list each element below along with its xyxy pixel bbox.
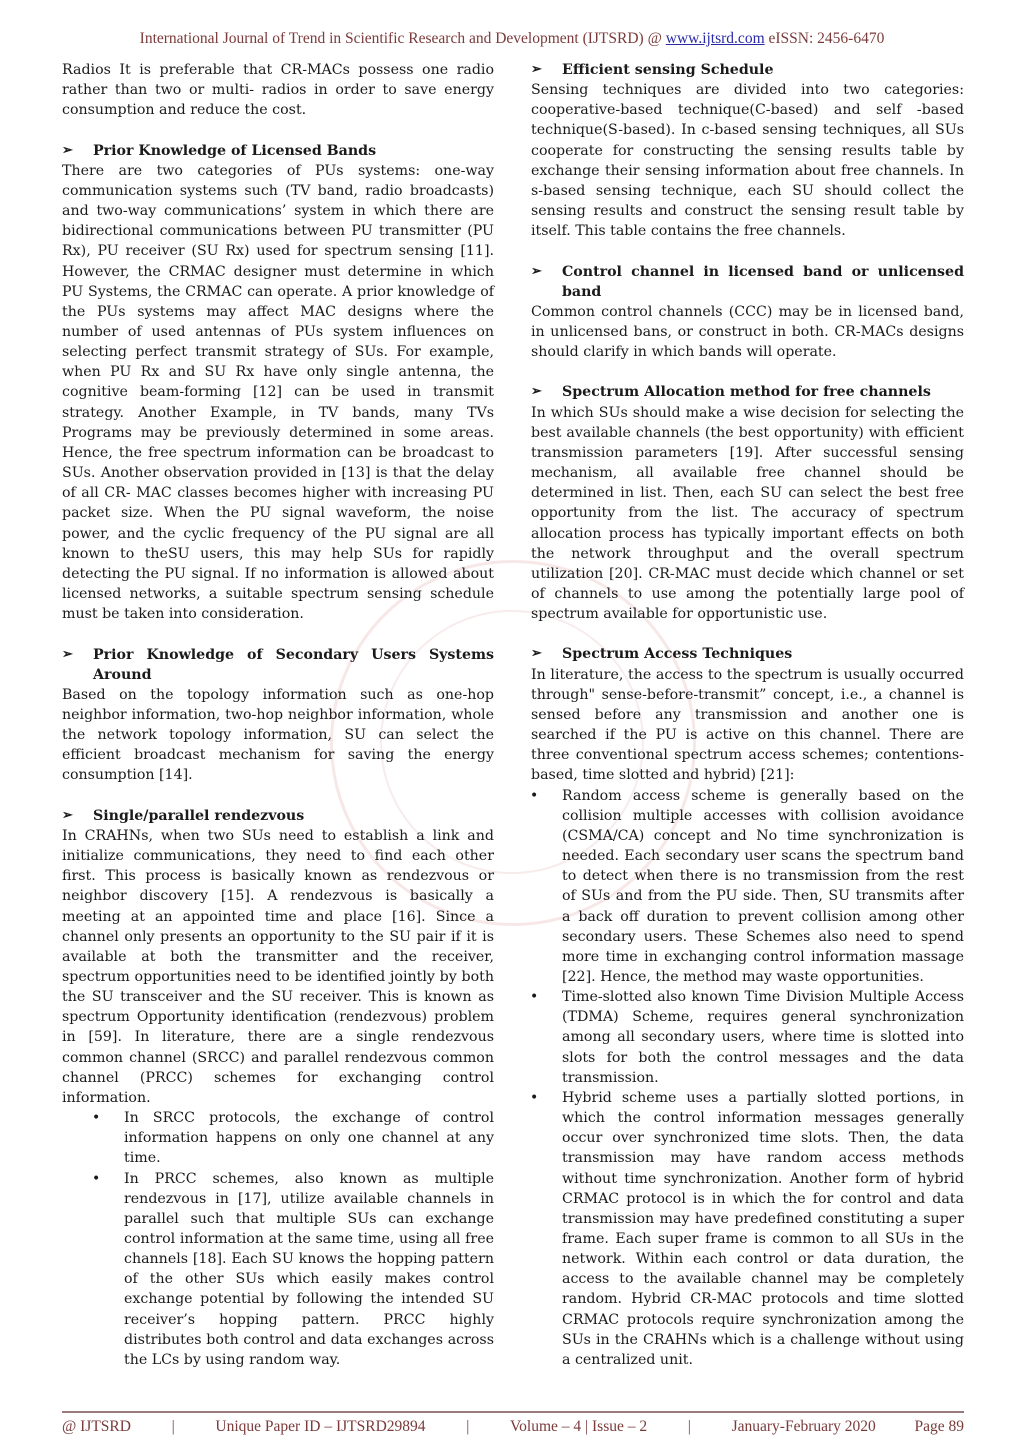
footer-rule [62,1411,964,1413]
section-title: Single/parallel rendezvous [93,807,305,824]
footer-paper-id: Unique Paper ID – IJTSRD29894 [215,1418,426,1435]
section-title: Control channel in licensed band or unlicensed band [562,263,964,300]
header-issn: eISSN: 2456-6470 [768,30,885,47]
bullet-dot-icon: • [530,989,539,1006]
paragraph-licensed-bands: There are two categories of PUs systems: one-way communication systems such (TV band, radio broadcasts) and two-way communications’ system in which there are bidirectional communications between PU transmitter (PU Rx), PU receiver (SU Rx) used for spectrum sensing [11]. However, the CRMAC designer must determine in which PU Systems, the CRMAC can operate. A prior knowledge of the PUs systems may affect MAC designs where the number of used antennas of PUs system influences on selecting perfect transmit strategy of SUs. For example, when PU Rx and SU Rx have only single antenna, the cognitive beam-forming [12] can be used in transmit strategy. Another Example, in TV bands, many TVs Programs may be previously determined in some areas. Hence, the free spectrum information can be broadcast to SUs. Another observation provided in [13] is that the delay of all CR- MAC classes becomes higher with increasing PU packet size. When the PU signal waveform, the noise power, and the cyclic frequency of the PU signal are all known to theSU users, this may help SUs for rapidly detecting the PU signal. If no information is allowed about licensed networks, a suitable spectrum sensing schedule must be taken into consideration. [62,162,494,623]
paragraph-sensing-schedule: Sensing techniques are divided into two categories: cooperative-based technique(C-based) and self -based technique(S-based). In c-based sensing techniques, all SUs cooperate for constructing the sensing results table by exchange their sensing information about free channels. In s-based sensing technique, each SU should collect the sensing results and construct the sensing result table by itself. This table contains the free channels. [531,82,964,240]
footer-separator: | [466,1418,470,1435]
footer-journal: @ IJTSRD [62,1418,131,1435]
paragraph-control-channel: Common control channels (CCC) may be in licensed band, in unlicensed bans, or construct in both. CR-MACs designs should clarify in which bands will operate. [531,303,964,361]
section-heading-secondary-users [62,645,494,685]
list-item-text: In PRCC schemes, also known as multiple rendezvous in [17], utilize available channels in parallel such that multiple SUs can exchange control information at the same time, using all free channels [18]. Each SU knows the hopping pattern of the other SUs which easily makes control exchange potential by following the intended SU receiver’s hopping pattern. PRCC highly distributes both control and data exchanges across the LCs by using random way. [124,1170,494,1368]
footer-page-number: Page 89 [914,1418,964,1435]
bullet-dot-icon: • [92,1170,101,1187]
header-website-link[interactable]: www.ijtsrd.com [665,30,765,47]
paragraph-spectrum-access: In literature, the access to the spectrum is usually occurred through" sense-before-transmit” concept, i.e., a channel is sensed before any transmission and another one is searched if the PU is active on this channel. There are three conventional spectrum access schemes; contentions-based, time slotted and hybrid) [21]: [531,666,964,784]
arrow-bullet-icon: ➢ [62,142,73,158]
section-title: Prior Knowledge of Secondary Users Systems Around [93,646,494,683]
list-item-text: Hybrid scheme uses a partially slotted portions, in which the control information messages generally occur over synchronized time slots. Then, the data transmission may have random access methods without time synchronization. Another form of hybrid CRMAC protocol is in which the for control and data transmission may have predefined constituting a super frame. Each super frame is common to all SUs in the network. Within each control or data duration, the access to the available channel may be completely random. Hybrid CR-MAC protocols and time slotted CRMAC protocols require synchronization among the SUs in the CRAHNs which is a challenge without using a centralized unit. [562,1089,964,1368]
section-heading-sensing-schedule [531,60,964,80]
footer-date: January-February 2020 [731,1418,876,1435]
footer-volume: Volume – 4 | Issue – 2 [509,1418,648,1435]
intro-paragraph: Radios It is preferable that CR-MACs possess one radio rather than two or multi- radios in order to save energy consumption and reduce the cost. [62,62,494,119]
paragraph-secondary-users: Based on the topology information such as one-hop neighbor information, two-hop neighbor information, whole the network topology information, SU can select the efficient broadcast mechanism for saving the energy consumption [14]. [62,686,494,784]
arrow-bullet-icon: ➢ [531,646,542,662]
section-heading-rendezvous [62,806,494,826]
footer-separator: | [171,1418,175,1435]
section-title: Spectrum Access Techniques [562,646,793,663]
arrow-bullet-icon: ➢ [62,646,73,662]
list-item [92,1169,494,1371]
left-column [62,60,494,1370]
paragraph-rendezvous: In CRAHNs, when two SUs need to establish a link and initialize communications, they need to find each other first. This process is basically known as rendezvous or neighbor discovery [15]. A rendezvous is basically a meeting at an appointed time and place [16]. Since a channel only presents an opportunity to the SU pair if it is available at both the transmitter and the receiver, spectrum opportunities need to be identified jointly by both the SU transceiver and the SU receiver. This is known as spectrum Opportunity identification (rendezvous) problem in [59]. In literature, there are a single rendezvous common channel (SRCC) and parallel rendezvous common channel (PRCC) schemes for exchanging control information. [62,827,494,1106]
header-journal-title: International Journal of Trend in Scientific Research and Development (IJTSRD) @ [139,30,662,47]
arrow-bullet-icon: ➢ [531,62,542,77]
page-footer [62,1418,964,1436]
section-heading-spectrum-allocation [531,382,964,402]
list-item [530,786,964,988]
section-heading-spectrum-access [531,644,964,664]
list-item [92,1108,494,1168]
bullet-dot-icon: • [92,1110,101,1127]
access-schemes-list [531,786,964,1371]
paragraph-spectrum-allocation: In which SUs should make a wise decision for selecting the best available channels (the best opportunity) with efficient transmission parameters [19]. After successful sensing mechanism, all available free channel should be determined in list. Then, each SU can select the best free opportunity from the list. The accuracy of spectrum allocation process has typically important effects on both the network throughput and the overall spectrum utilization [20]. CR-MAC must decide which channel or set of channels to use among the potentially large pool of spectrum available for opportunistic use. [531,404,964,623]
section-heading-control-channel [531,262,964,302]
list-item [530,987,964,1088]
arrow-bullet-icon: ➢ [62,807,73,823]
list-item [530,1088,964,1370]
list-item-text: In SRCC protocols, the exchange of control information happens on only one channel at any time. [124,1110,494,1167]
running-header [0,30,1024,48]
section-title: Prior Knowledge of Licensed Bands [93,142,377,159]
arrow-bullet-icon: ➢ [531,263,542,279]
arrow-bullet-icon: ➢ [531,384,542,400]
list-item-text: Time-slotted also known Time Division Multiple Access (TDMA) Scheme, requires general synchronization among all secondary users, where time is slotted into slots for both the control messages and the data transmission. [562,989,964,1086]
bullet-dot-icon: • [530,1089,539,1106]
section-title: Efficient sensing Schedule [562,62,774,78]
section-heading-licensed-bands [62,141,494,161]
section-title: Spectrum Allocation method for free channels [562,384,931,401]
footer-separator: | [687,1418,691,1435]
list-item-text: Random access scheme is generally based on the collision multiple accesses with collision avoidance (CSMA/CA) concept and No time synchronization is needed. Each secondary user scans the spectrum band to detect when there is no transmission from the rest of SUs and from the PU side. Then, SU transmits after a back off duration to prevent collision among other secondary users. These Schemes also need to spend more time in exchanging control information massage [22]. Hence, the method may waste opportunities. [562,787,964,985]
bullet-dot-icon: • [530,787,539,804]
rendezvous-list [62,1108,494,1370]
right-column [531,60,964,1370]
